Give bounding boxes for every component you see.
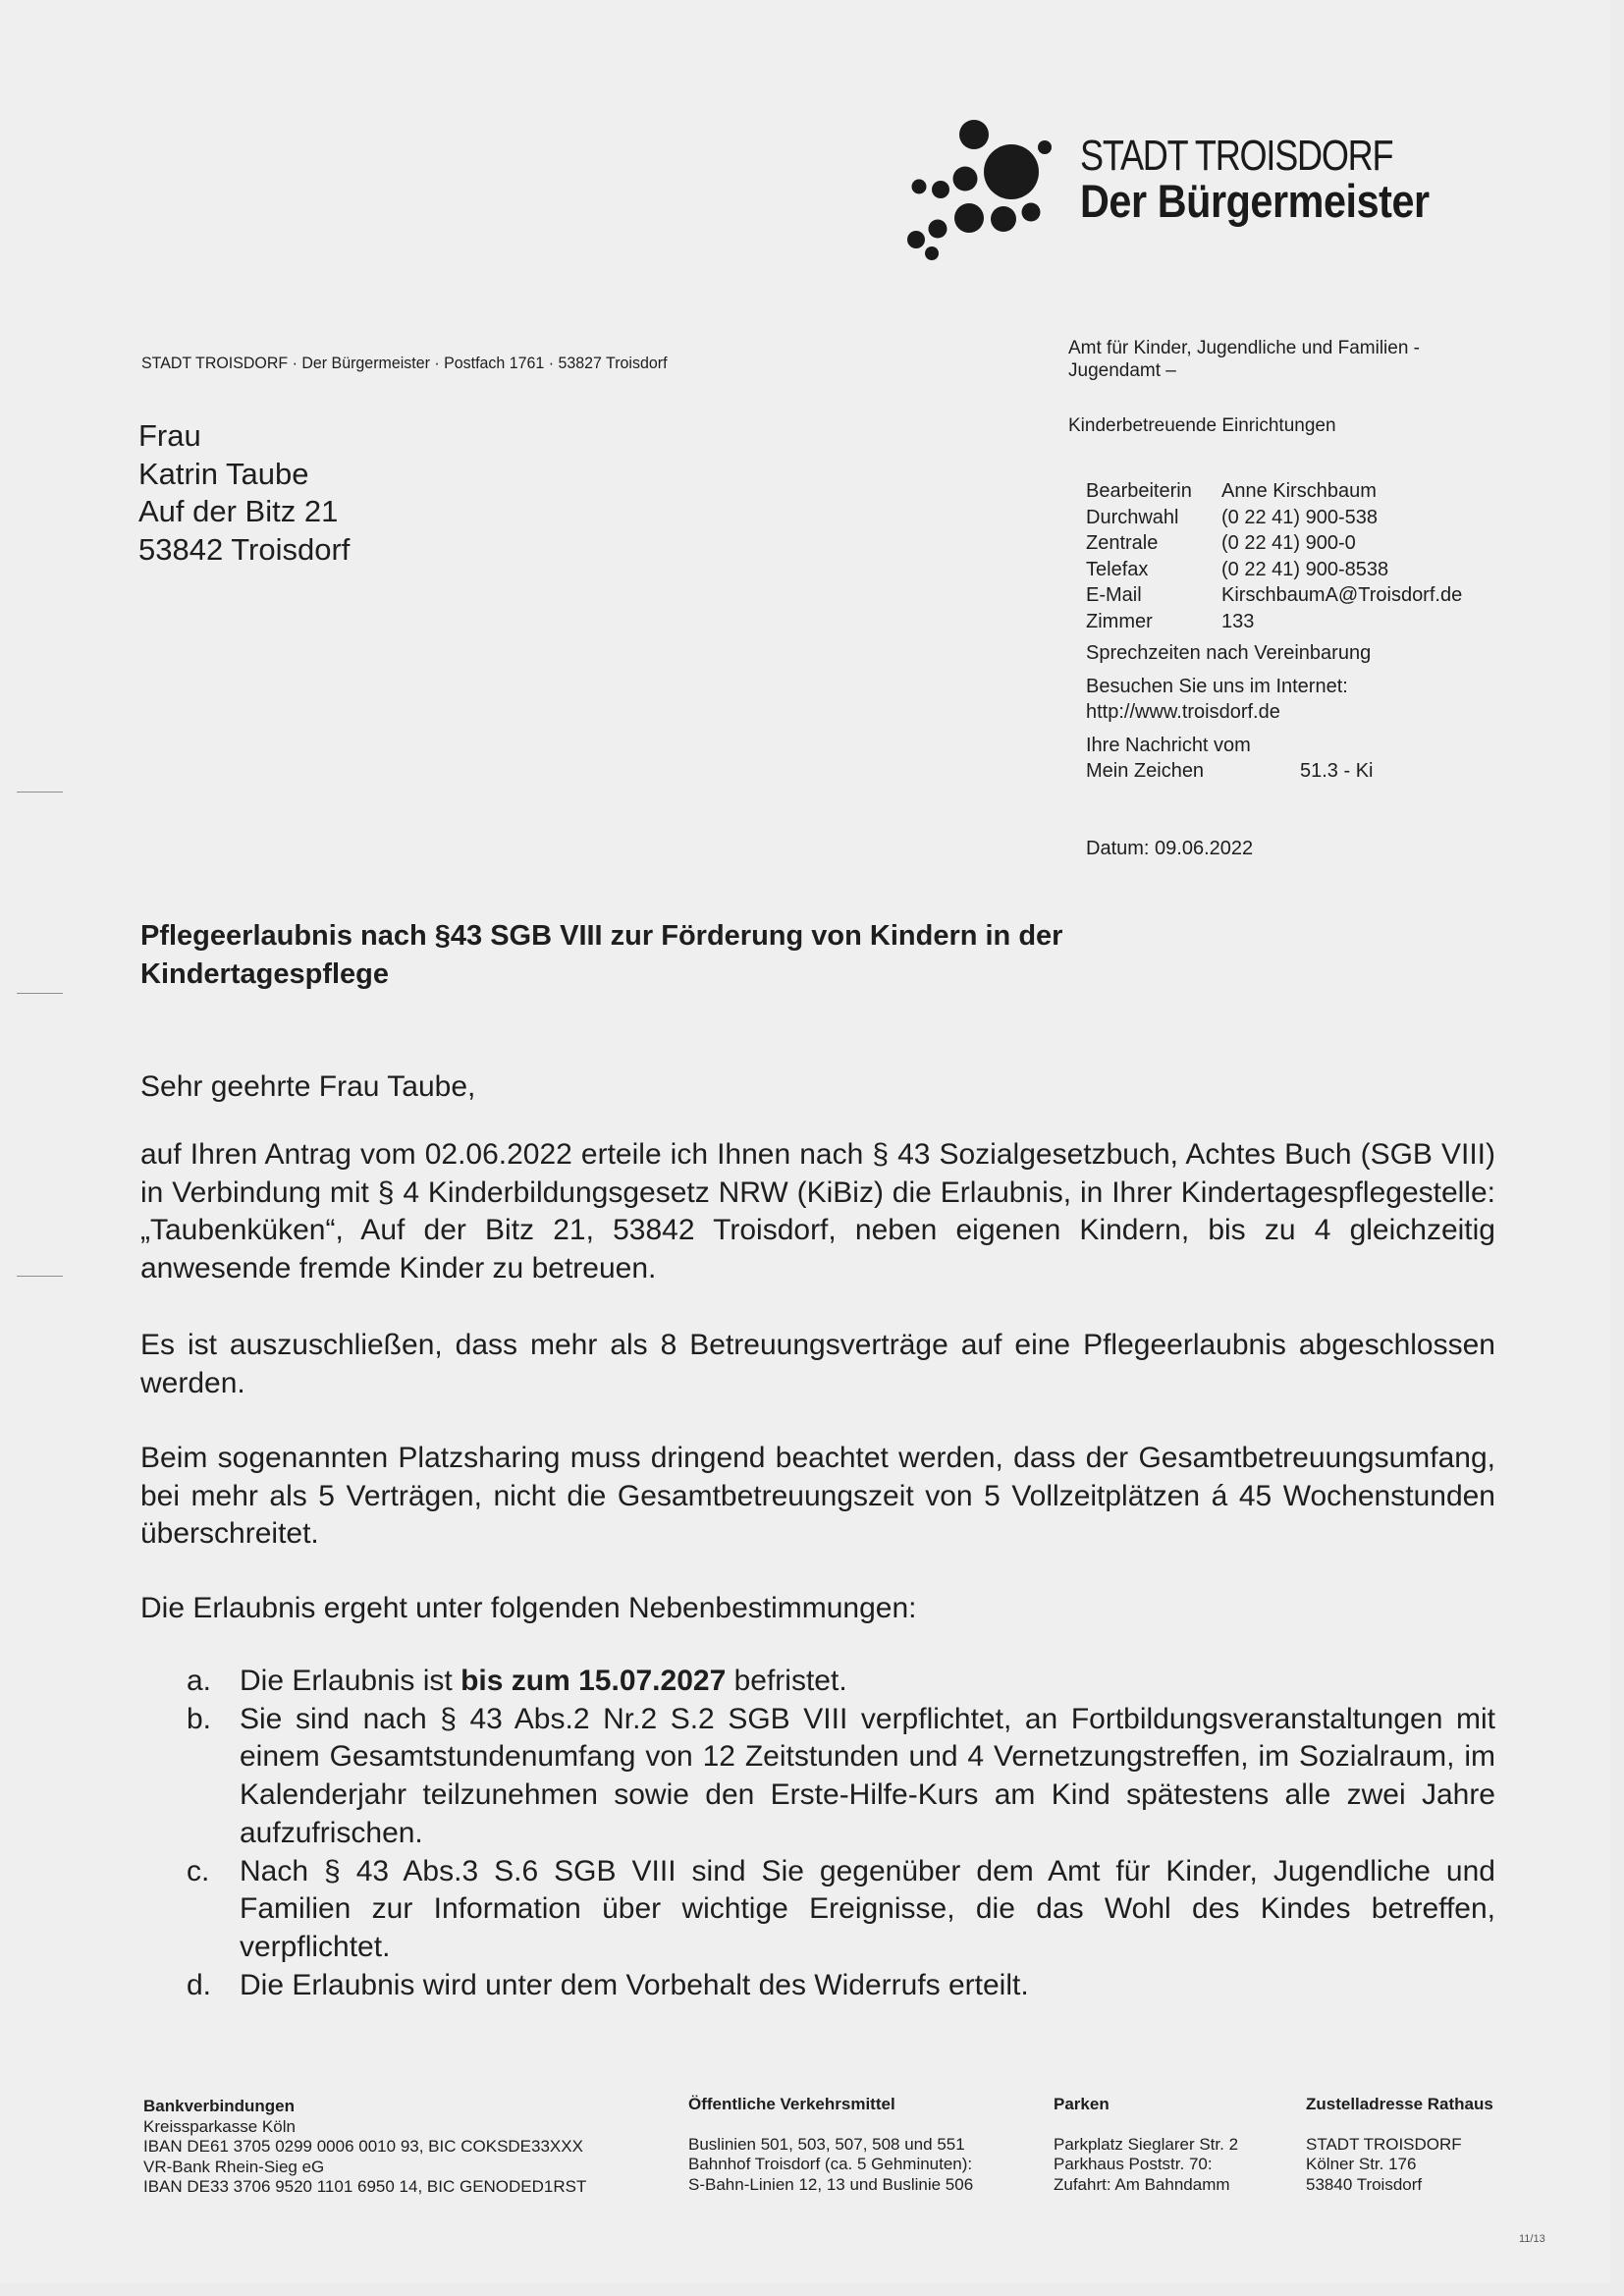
- recipient-address: [138, 417, 350, 569]
- letter-subject: Pflegeerlaubnis nach §43 SGB VIII zur Förderung von Kindern in der Kindertagespflege: [140, 920, 1063, 990]
- footer-delivery-address: [1306, 2095, 1493, 2195]
- list-item: [187, 1701, 1495, 1853]
- recipient-street: Auf der Bitz 21: [138, 494, 339, 528]
- body-paragraph: auf Ihren Antrag vom 02.06.2022 erteile ich Ihnen nach § 43 Sozialgesetzbuch, Achtes Buch (SGB VIII) in Verbindung mit § 4 Kinderbildungsgesetz NRW (KiBiz) die Erlaubnis, in Ihrer Kindertagespflegestelle: „Taubenküken“, Auf der Bitz 21, 53842 Troisdorf, neben eigenen Kindern, bis zu 4 gleichzeitig anwesende fremde Kinder zu betreuen.: [140, 1138, 1495, 1285]
- contact-value: Anne Kirschbaum: [1221, 480, 1377, 502]
- email-link[interactable]: KirschbaumA@Troisdorf.de: [1221, 584, 1463, 606]
- contact-label: Zentrale: [1086, 532, 1159, 554]
- list-text-bold: bis zum 15.07.2027: [460, 1665, 727, 1697]
- contact-value: (0 22 41) 900-538: [1221, 506, 1379, 528]
- internet-url-link[interactable]: http://www.troisdorf.de: [1086, 701, 1280, 723]
- footer-line: Kölner Str. 176: [1306, 2155, 1417, 2173]
- office-hours: Sprechzeiten nach Vereinbarung: [1086, 642, 1372, 664]
- body-paragraph: Beim sogenannten Platzsharing muss dringend beachtet werden, dass der Gesamtbetreuungsumfang, bei mehr als 5 Verträgen, nicht die Gesamtbetreuungszeit von 5 Vollzeitplätzen á 45 Wochenstunden überschreitet.: [140, 1442, 1495, 1550]
- reference-value: 51.3 - Ki: [1300, 760, 1374, 782]
- footer-heading: Bankverbindungen: [143, 2097, 295, 2115]
- footer-heading: Öffentliche Verkehrsmittel: [688, 2095, 895, 2113]
- department-line: Jugendamt –: [1068, 360, 1176, 381]
- footer-line: STADT TROISDORF: [1306, 2134, 1462, 2154]
- your-message-row: [1086, 733, 1373, 758]
- contact-label: Zimmer: [1086, 610, 1153, 632]
- recipient-title: Frau: [138, 418, 201, 453]
- contact-row: [1086, 478, 1462, 505]
- list-marker: b.: [187, 1702, 212, 1735]
- reference-label: Mein Zeichen: [1086, 760, 1205, 782]
- contact-label: Bearbeiterin: [1086, 480, 1192, 502]
- footer-line: Kreissparkasse Köln: [143, 2116, 296, 2136]
- body-paragraph: Es ist auszuschließen, dass mehr als 8 Betreuungsverträge auf eine Pflegeerlaubnis abgeschlossen werden.: [140, 1329, 1495, 1399]
- footer-line: Bahnhof Troisdorf (ca. 5 Gehminuten):: [688, 2155, 973, 2173]
- page-number: 11/13: [1519, 2233, 1545, 2245]
- contact-value: (0 22 41) 900-8538: [1221, 558, 1389, 580]
- conditions-list: [187, 1663, 1495, 2004]
- footer-line: Parkhaus Poststr. 70:: [1054, 2155, 1213, 2173]
- contact-block: [1086, 478, 1462, 634]
- footer-line: 53840 Troisdorf: [1306, 2174, 1423, 2194]
- contact-row: [1086, 557, 1462, 583]
- letterhead-office: Der Bürgermeister: [1080, 175, 1430, 227]
- list-marker: d.: [187, 1968, 212, 2001]
- recipient-city: 53842 Troisdorf: [138, 531, 351, 567]
- footer-transport: [688, 2095, 973, 2195]
- salutation: Sehr geehrte Frau Taube,: [140, 1070, 476, 1103]
- department-name: [1068, 337, 1420, 382]
- fold-mark: [17, 792, 63, 793]
- footer-line: S-Bahn-Linien 12, 13 und Buslinie 506: [688, 2174, 974, 2194]
- info-block: [1086, 640, 1373, 784]
- list-item: [187, 1967, 1495, 2005]
- footer-bank: [143, 2097, 586, 2198]
- recipient-name: Katrin Taube: [138, 456, 309, 491]
- internet-label: Besuchen Sie uns im Internet:: [1086, 676, 1348, 697]
- footer-line: IBAN DE61 3705 0299 0006 0010 93, BIC COKSDE33XXX: [143, 2137, 583, 2156]
- footer-parking: [1054, 2095, 1238, 2195]
- punch-mark: [17, 993, 63, 994]
- footer-heading: Parken: [1054, 2095, 1110, 2113]
- contact-row: [1086, 609, 1462, 635]
- reference-row: [1086, 758, 1373, 784]
- list-text: befristet.: [726, 1665, 847, 1697]
- department-unit: Kinderbetreuende Einrichtungen: [1068, 415, 1336, 436]
- list-text: Nach § 43 Abs.3 S.6 SGB VIII sind Sie gegenüber dem Amt für Kinder, Jugendliche und Familien zur Information über wichtige Ereignisse, die das Wohl des Kindes betreffen, verpflichtet.: [240, 1854, 1495, 1963]
- contact-row: [1086, 530, 1462, 557]
- your-message-label: Ihre Nachricht vom: [1086, 735, 1251, 756]
- contact-value: 133: [1221, 610, 1255, 632]
- list-text: Die Erlaubnis wird unter dem Vorbehalt des Widerrufs erteilt.: [240, 1968, 1029, 2001]
- letter-date: Datum: 09.06.2022: [1086, 838, 1254, 859]
- contact-row: [1086, 505, 1462, 531]
- contact-value: (0 22 41) 900-0: [1221, 532, 1356, 554]
- department-line: Amt für Kinder, Jugendliche und Familien -: [1068, 338, 1421, 358]
- body-paragraph: Die Erlaubnis ergeht unter folgenden Nebenbestimmungen:: [140, 1592, 917, 1624]
- list-text: Sie sind nach § 43 Abs.2 Nr.2 S.2 SGB VIII verpflichtet, an Fortbildungsveranstaltungen mit einem Gesamtstundenumfang von 12 Zeitstunden und 4 Vernetzungstreffen, im Sozialraum, im Kalenderjahr teilzunehmen sowie den Erste-Hilfe-Kurs am Kind spätestens alle zwei Jahre aufzufrischen.: [240, 1702, 1495, 1849]
- fold-mark: [17, 1276, 63, 1277]
- footer-heading: Zustelladresse Rathaus: [1306, 2095, 1493, 2113]
- footer-line: VR-Bank Rhein-Sieg eG: [143, 2157, 325, 2176]
- list-marker: a.: [187, 1665, 212, 1697]
- list-text: Die Erlaubnis ist: [240, 1665, 461, 1697]
- contact-label: Telefax: [1086, 558, 1149, 580]
- contact-label: Durchwahl: [1086, 506, 1179, 528]
- letterhead-city: STADT TROISDORF: [1080, 132, 1393, 180]
- contact-label: E-Mail: [1086, 584, 1142, 606]
- list-item: [187, 1853, 1495, 1967]
- list-marker: c.: [187, 1854, 210, 1887]
- contact-row: [1086, 582, 1462, 609]
- footer-line: Buslinien 501, 503, 507, 508 und 551: [688, 2134, 965, 2154]
- dots-logo-icon: [893, 108, 1060, 275]
- footer-line: IBAN DE33 3706 9520 1101 6950 14, BIC GENODED1RST: [143, 2177, 587, 2196]
- sender-return-address: STADT TROISDORF · Der Bürgermeister · Postfach 1761 · 53827 Troisdorf: [141, 354, 668, 372]
- footer-line: Parkplatz Sieglarer Str. 2: [1054, 2134, 1239, 2154]
- list-item: [187, 1663, 1495, 1701]
- footer-line: Zufahrt: Am Bahndamm: [1054, 2174, 1230, 2194]
